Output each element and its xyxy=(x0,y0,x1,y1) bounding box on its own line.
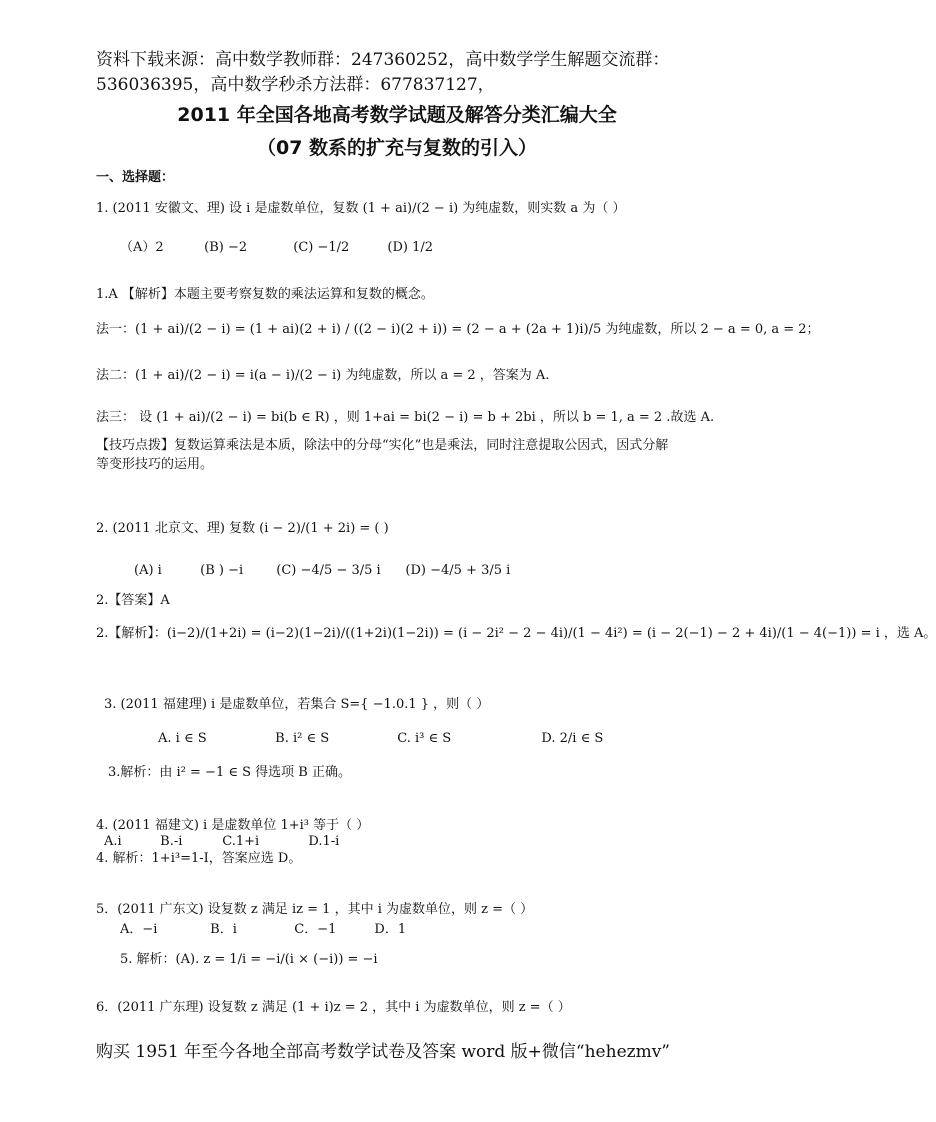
q1-option-c: (C) −1/2 xyxy=(293,240,350,255)
q3-stem: 3. (2011 福建理) i 是虚数单位，若集合 S={ −1.0.1 } ，则（ ） xyxy=(104,697,490,712)
q1-method-3: 法三： 设 (1 + ai)/(2 − i) = bi(b ∈ R) ，则 1+ai = bi(2 − i) = b + 2bi ，所以 b = 1, a = 2 .故选 A. xyxy=(96,410,715,425)
q3-analysis: 3.解析：由 i² = −1 ∈ S 得选项 B 正确。 xyxy=(108,765,351,780)
q2-option-d: (D) −4/5 + 3/5 i xyxy=(405,563,511,578)
q1-answer: 1.A 【解析】本题主要考察复数的乘法运算和复数的概念。 xyxy=(96,287,434,302)
q1-option-a: （A）2 xyxy=(120,240,164,255)
section-heading: 一、选择题： xyxy=(96,170,175,185)
q2-option-b: (B ) −i xyxy=(200,563,244,578)
q3-option-d: D. 2/i ∈ S xyxy=(541,731,604,746)
footer-note: 购买 1951 年至今各地全部高考数学试卷及答案 word 版+微信“hehezmv” xyxy=(96,1042,670,1062)
header-line-1: 资料下载来源：高中数学教师群：247360252，高中数学学生解题交流群： xyxy=(96,50,670,70)
q1-options xyxy=(120,240,433,256)
q5-analysis: 5. 解析：(A). z = 1/i = −i/(i × (−i)) = −i xyxy=(120,952,378,967)
q1-option-d: (D) 1/2 xyxy=(387,240,434,255)
q5-option-c: C．−1 xyxy=(294,922,337,937)
q5-stem: 5．(2011 广东文) 设复数 z 满足 iz = 1 ，其中 i 为虚数单位，则 z =（ ） xyxy=(96,902,534,917)
q3-options xyxy=(158,731,603,747)
q2-option-c: (C) −4/5 − 3/5 i xyxy=(276,563,381,578)
q1-method-2: 法二：(1 + ai)/(2 − i) = i(a − i)/(2 − i) 为纯虚数，所以 a = 2 ，答案为 A. xyxy=(96,368,550,383)
q3-option-b: B. i² ∈ S xyxy=(275,731,330,746)
q6-stem: 6．(2011 广东理) 设复数 z 满足 (1 + i)z = 2 ，其中 i 为虚数单位，则 z =（ ） xyxy=(96,1000,571,1015)
q3-option-a: A. i ∈ S xyxy=(158,731,207,746)
q1-method-1: 法一：(1 + ai)/(2 − i) = (1 + ai)(2 + i) / ((2 − i)(2 + i)) = (2 − a + (2a + 1)i)/5 为纯虚数，所以 2 − a = 0, a = 2； xyxy=(96,322,820,337)
q4-option-d: D.1-i xyxy=(308,834,340,849)
q1-option-b: (B) −2 xyxy=(204,240,248,255)
q2-option-a: (A) i xyxy=(134,563,162,578)
q5-option-d: D．1 xyxy=(374,922,407,937)
q2-analysis: 2.【解析】：(i−2)/(1+2i) = (i−2)(1−2i)/((1+2i)(1−2i)) = (i − 2i² − 2 − 4i)/(1 − 4i²) = (i − 2(−1) − 2 + 4i)/(1 − 4(−1)) = i ，选 A。 xyxy=(96,626,936,641)
page-subtitle: （07 数系的扩充与复数的引入） xyxy=(256,137,538,159)
q2-answer: 2.【答案】A xyxy=(96,593,170,608)
q5-options xyxy=(120,922,406,938)
q3-option-c: C. i³ ∈ S xyxy=(397,731,452,746)
q4-analysis: 4. 解析：1+i³=1-I，答案应选 D。 xyxy=(96,851,302,866)
q4-options xyxy=(104,834,339,850)
q4-stem: 4. (2011 福建文) i 是虚数单位 1+i³ 等于（ ） xyxy=(96,818,370,833)
q4-option-c: C.1+i xyxy=(222,834,260,849)
q4-option-b: B.-i xyxy=(160,834,183,849)
q2-stem: 2. (2011 北京文、理) 复数 (i − 2)/(1 + 2i) = ( ) xyxy=(96,521,389,536)
q4-option-a: A.i xyxy=(104,834,122,849)
q5-option-b: B．i xyxy=(210,922,237,937)
q5-option-a: A．−i xyxy=(120,922,158,937)
q1-tip-line-1: 【技巧点拨】复数运算乘法是本质，除法中的分母“实化”也是乘法，同时注意提取公因式，因式分解 xyxy=(96,438,669,453)
q1-stem: 1. (2011 安徽文、理) 设 i 是虚数单位，复数 (1 + ai)/(2 − i) 为纯虚数，则实数 a 为（ ） xyxy=(96,201,626,216)
q2-options xyxy=(134,563,510,579)
header-line-2: 536036395，高中数学秒杀方法群：677837127， xyxy=(96,75,495,95)
page-title: 2011 年全国各地高考数学试题及解答分类汇编大全 xyxy=(177,104,617,126)
q1-tip-line-2: 等变形技巧的运用。 xyxy=(96,457,214,472)
